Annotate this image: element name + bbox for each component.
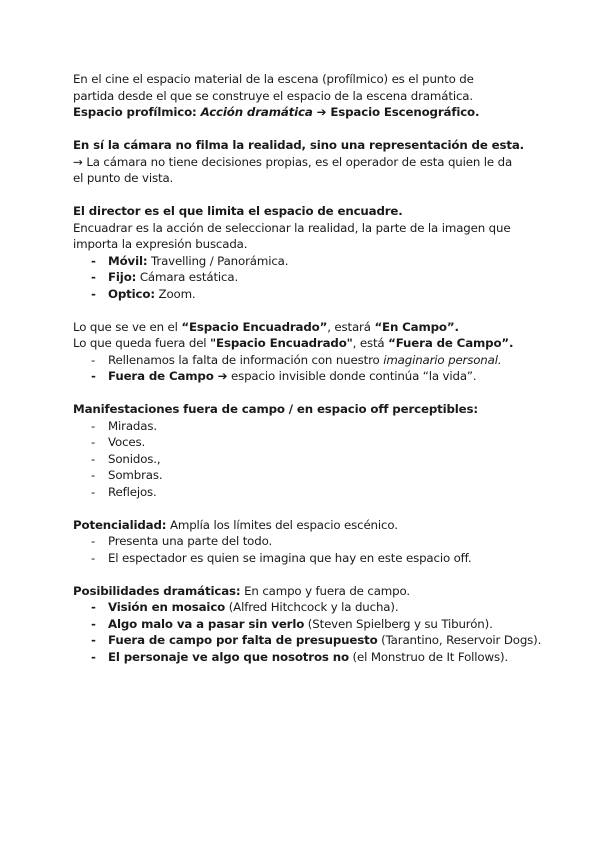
manifestaciones-list (73, 418, 543, 501)
list-item: - Miradas. (91, 418, 157, 433)
list-item: - Fuera de campo por falta de presupuesto (Tarantino, Reservoir Dogs). (91, 633, 542, 647)
posibilidades-line: Posibilidades dramáticas: En campo y fuera de campo. (73, 583, 410, 598)
profilmico-label: Espacio profílmico: (73, 105, 201, 119)
campo-line-1: Lo que se ve en el “Espacio Encuadrado”, estará “En Campo”. (73, 319, 459, 334)
intro-line-1: En el cine el espacio material de la escena (profílmico) es el punto de (73, 72, 474, 86)
campo-line-2: Lo que queda fuera del "Espacio Encuadrado", está “Fuera de Campo”. (73, 336, 514, 350)
list-item: - Fuera de Campo ➔ espacio invisible donde continúa “la vida”. (91, 369, 477, 383)
profilmico-rest: ➔ Espacio Escenográfico. (312, 105, 480, 119)
list-item: - Sombras. (91, 468, 163, 482)
list-item: - Optico: Zoom. (91, 286, 196, 301)
list-item: - El personaje ve algo que nosotros no (el Monstruo de It Follows). (91, 649, 509, 664)
potencialidad-line: Potencialidad: Amplía los límites del espacio escénico. (73, 517, 398, 532)
director-heading: El director es el que limita el espacio de encuadre. (73, 204, 403, 218)
intro-line-2: partida desde el que se construye el espacio de la escena dramática. (73, 88, 473, 103)
director-line-2: importa la expresión buscada. (73, 237, 248, 251)
list-item: - Voces. (91, 435, 146, 449)
encuadre-list (73, 253, 543, 303)
list-item: - El espectador es quien se imagina que hay en este espacio off. (91, 550, 472, 565)
camera-line-2: el punto de vista. (73, 171, 174, 185)
list-item: - Visión en mosaico (Alfred Hitchcock y la ducha). (91, 600, 399, 614)
list-item: - Presenta una parte del todo. (91, 534, 273, 548)
list-item: - Sonidos., (91, 451, 161, 466)
list-item: - Rellenamos la falta de información con nuestro imaginario personal. (91, 352, 502, 367)
posibilidades-list (73, 599, 543, 665)
document-content (73, 71, 543, 665)
campo-list (73, 352, 543, 385)
profilmico-italic: Acción dramática (200, 105, 313, 119)
list-item: - Móvil: Travelling / Panorámica. (91, 253, 289, 268)
camera-line-1: → La cámara no tiene decisiones propias, es el operador de esta quien le da (73, 154, 513, 169)
list-item: - Reflejos. (91, 484, 157, 499)
list-item: - Fijo: Cámara estática. (91, 270, 239, 284)
list-item: - Algo malo va a pasar sin verlo (Steven Spielberg y su Tiburón). (91, 616, 493, 631)
director-line-1: Encuadrar es la acción de seleccionar la realidad, la parte de la imagen que (73, 220, 511, 235)
camera-heading: En sí la cámara no filma la realidad, sino una representación de esta. (73, 138, 524, 152)
potencialidad-list (73, 533, 543, 566)
manifestaciones-heading: Manifestaciones fuera de campo / en espacio off perceptibles: (73, 402, 478, 416)
profilmico-line (73, 104, 543, 121)
